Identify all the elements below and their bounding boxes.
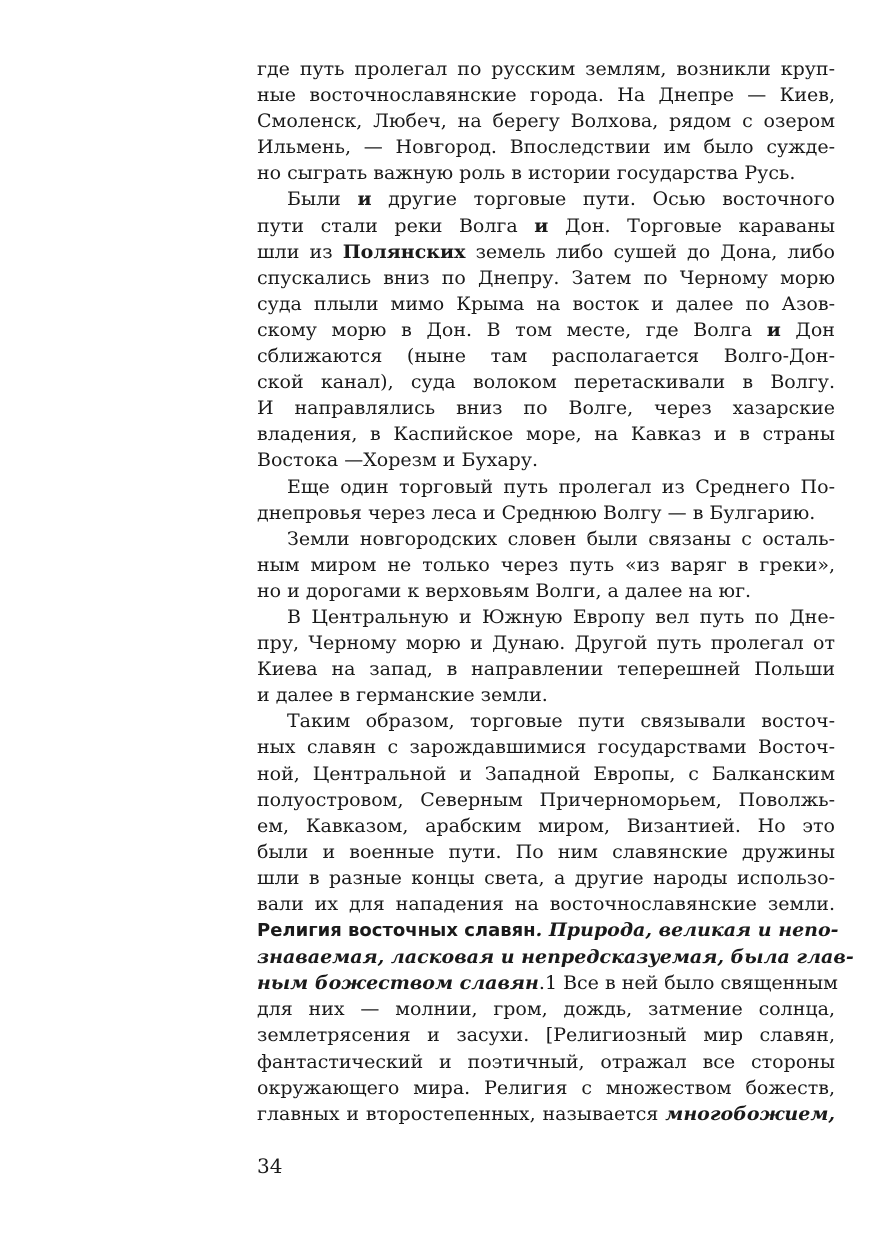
text-run: земель либо сушей до Дона, либо bbox=[475, 240, 836, 263]
text-line: и далее в германские земли. bbox=[257, 684, 548, 707]
text-line: ным миром не только через путь «из варяг в греки», bbox=[257, 553, 835, 576]
text-line bbox=[257, 239, 835, 265]
bold-run: и bbox=[766, 318, 781, 341]
text-line: суда плыли мимо Крыма на восток и далее по Азов- bbox=[257, 292, 835, 315]
section-heading: Религия восточных славян bbox=[257, 920, 536, 942]
text-line: фантастический и поэтичный, отражал все стороны bbox=[257, 1050, 835, 1073]
text-line bbox=[257, 213, 835, 239]
bold-run: Полянских bbox=[342, 240, 466, 263]
text-line: сближаются (ныне там располагается Волго-Дон- bbox=[257, 345, 835, 368]
text-line: вали их для нападения на восточнославянские земли. bbox=[257, 893, 835, 915]
text-run: другие торговые пути. Осью восточного bbox=[388, 188, 835, 211]
body-text bbox=[257, 56, 854, 1127]
text-line: В Центральную и Южную Европу вел путь по Дне- bbox=[287, 605, 835, 628]
text-line: Еще один торговый путь пролегал из Среднего По- bbox=[287, 475, 835, 498]
text-line bbox=[257, 970, 838, 996]
text-line: Таким образом, торговые пути связывали восточ- bbox=[287, 710, 835, 733]
text-line: днепровья через леса и Среднюю Волгу — в Булгарию. bbox=[257, 501, 816, 524]
text-line bbox=[257, 1101, 835, 1127]
page-number: 34 bbox=[257, 1154, 283, 1178]
text-line: спускались вниз по Днепру. Затем по Черному морю bbox=[257, 266, 835, 289]
text-run: Дон bbox=[795, 318, 835, 341]
bold-run: и bbox=[534, 214, 549, 237]
text-line bbox=[257, 186, 835, 212]
text-line: но и дорогами к верховьям Волги, а далее на юг. bbox=[257, 579, 752, 602]
text-line: где путь пролегал по русским землям, возникли круп- bbox=[257, 58, 835, 80]
text-run: скому морю в Дон. В том месте, где Волга bbox=[257, 318, 753, 341]
text-line bbox=[257, 917, 839, 944]
text-line: пру, Черному морю и Дунаю. Другой путь пролегал от bbox=[257, 632, 835, 655]
text-line: И направлялись вниз по Волге, через хазарские bbox=[257, 397, 835, 420]
text-line bbox=[257, 317, 835, 343]
text-line: ных славян с зарождавшимися государствами Восточ- bbox=[257, 736, 835, 759]
text-line: землетрясения и засухи. [Религиозный мир славян, bbox=[257, 1024, 835, 1047]
text-line: Смоленск, Любеч, на берегу Волхова, рядом с озером bbox=[257, 110, 835, 133]
text-line: ской канал), суда волоком перетаскивали в Волгу. bbox=[257, 371, 835, 394]
text-run: Были bbox=[287, 188, 341, 211]
text-line: Ильмень, — Новгород. Впоследствии им было сужде- bbox=[257, 136, 835, 159]
text-line: ной, Центральной и Западной Европы, с Балканским bbox=[257, 762, 835, 785]
text-line: были и военные пути. По ним славянские дружины bbox=[257, 840, 835, 863]
bold-run: и bbox=[357, 188, 372, 211]
text-run: шли из bbox=[257, 240, 333, 263]
text-line: владения, в Каспийское море, на Кавказ и в страны bbox=[257, 423, 835, 446]
text-line: окружающего мира. Религия с множеством божеств, bbox=[257, 1076, 835, 1099]
text-line: Киева на запад, в направлении теперешней Польши bbox=[257, 658, 835, 681]
text-run: Дон. Торговые караваны bbox=[564, 214, 835, 237]
text-line: но сыграть важную роль в истории государства Русь. bbox=[257, 162, 796, 185]
text-line: ные восточнославянские города. На Днепре — Киев, bbox=[257, 84, 835, 107]
text-line: Востока —Хорезм и Бухару. bbox=[257, 449, 539, 472]
text-line: шли в разные концы света, а другие народы использо- bbox=[257, 866, 835, 889]
text-line: знаваемая, ласковая и непредсказуемая, была глав- bbox=[257, 946, 854, 969]
text-line: для них — молнии, гром, дождь, затмение солнца, bbox=[257, 998, 835, 1021]
text-run: главных и второстепенных, называется bbox=[257, 1102, 659, 1125]
text-line: Земли новгородских словен были связаны с осталь- bbox=[287, 527, 835, 550]
bold-italic-run: . Природа, великая и непо- bbox=[535, 919, 839, 942]
text-run: пути стали реки Волга bbox=[257, 214, 518, 237]
text-line: ем, Кавказом, арабским миром, Византией. Но это bbox=[257, 814, 835, 837]
bold-italic-run: ным божеством славян bbox=[257, 972, 539, 995]
bold-italic-run: многобожием, bbox=[665, 1102, 835, 1125]
text-line: полуостровом, Северным Причерноморьем, Поволжь- bbox=[257, 788, 835, 811]
text-run: .1 Все в ней было священным bbox=[538, 972, 838, 995]
